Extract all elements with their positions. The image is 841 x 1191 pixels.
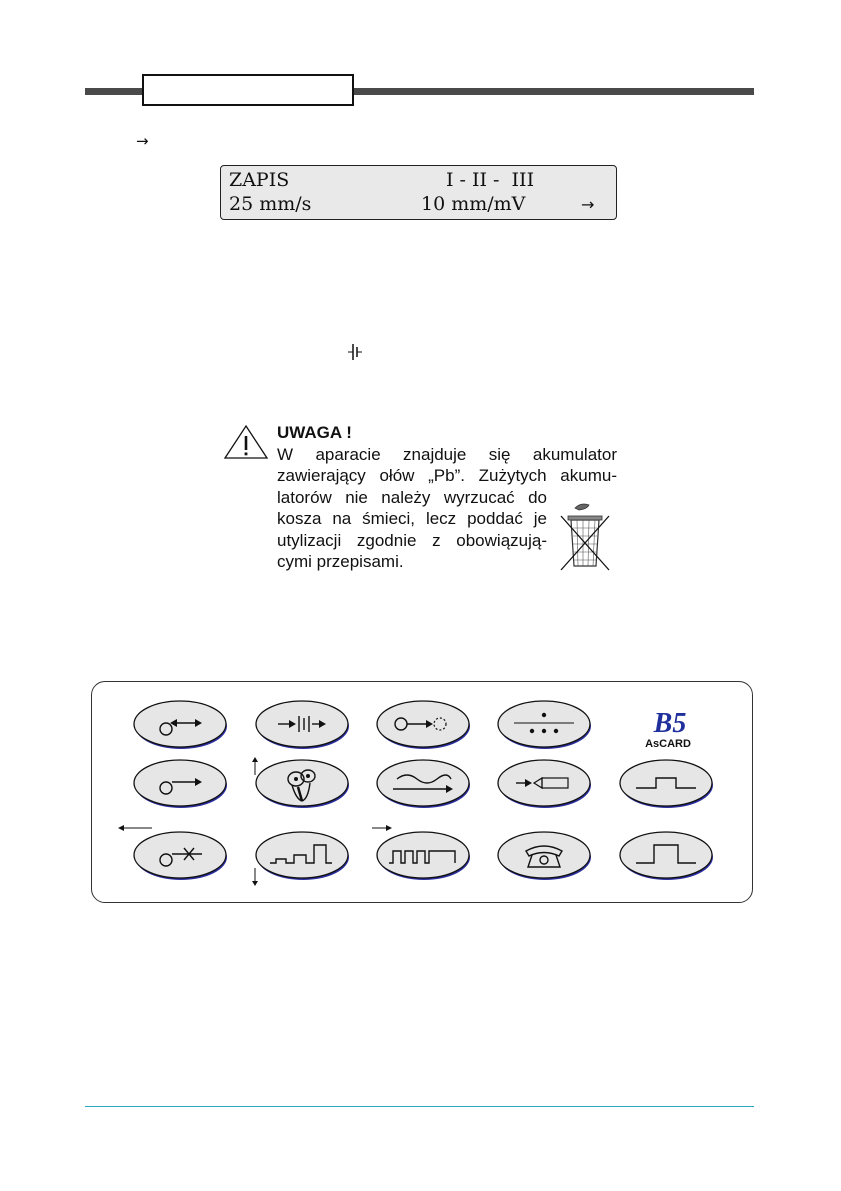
nav-arrow: → <box>136 132 149 150</box>
warning-line-2: zawierający ołów „Pb”. Zużytych akumu- <box>277 466 617 485</box>
ascard-logo <box>640 705 702 755</box>
keypad-key-12[interactable] <box>375 829 471 881</box>
lcd-leads: I - II - III <box>446 169 535 191</box>
lcd-sensitivity: 10 mm/mV <box>421 193 526 215</box>
filter-symbol-icon <box>348 342 362 362</box>
keypad-key-3[interactable] <box>375 698 471 750</box>
keypad-key-13[interactable] <box>496 829 592 881</box>
keypad-key-14[interactable] <box>618 829 714 881</box>
keypad-key-11[interactable] <box>254 829 350 881</box>
logo-name: AsCARD <box>645 738 691 750</box>
keypad-key-7[interactable] <box>375 757 471 809</box>
warning-narrow-block <box>277 487 547 573</box>
keypad-key-5[interactable] <box>132 757 228 809</box>
keypad-key-8[interactable] <box>496 757 592 809</box>
keypad-key-2[interactable] <box>254 698 350 750</box>
warning-line-4: kosza na śmieci, lecz poddać je <box>277 509 547 528</box>
keypad-key-4[interactable] <box>496 698 592 750</box>
lcd-line-2 <box>229 193 606 217</box>
warning-line-6: cymi przepisami. <box>277 552 404 571</box>
lcd-mode: ZAPIS <box>229 169 290 191</box>
warning-icon <box>223 424 269 460</box>
logo-brand: B5 <box>653 708 687 739</box>
crossed-bin-icon <box>555 500 615 572</box>
lcd-line-1 <box>229 169 606 193</box>
keypad-key-6[interactable] <box>254 757 350 809</box>
keypad-key-10[interactable] <box>132 829 228 881</box>
keypad-key-9[interactable] <box>618 757 714 809</box>
lcd-speed: 25 mm/s <box>229 193 312 215</box>
lcd-arrow: → <box>581 195 595 214</box>
lcd-display <box>220 165 617 220</box>
warning-line-1: W aparacie znajduje się akumulator <box>277 444 617 464</box>
keypad-key-1[interactable] <box>132 698 228 750</box>
warning-line-3: latorów nie należy wyrzucać do <box>277 487 547 507</box>
header-label-box <box>142 74 354 106</box>
warning-title: UWAGA ! <box>277 423 352 442</box>
warning-line-5: utylizacji zgodnie z obowiązują- <box>277 530 547 550</box>
footer-rule <box>85 1106 754 1107</box>
